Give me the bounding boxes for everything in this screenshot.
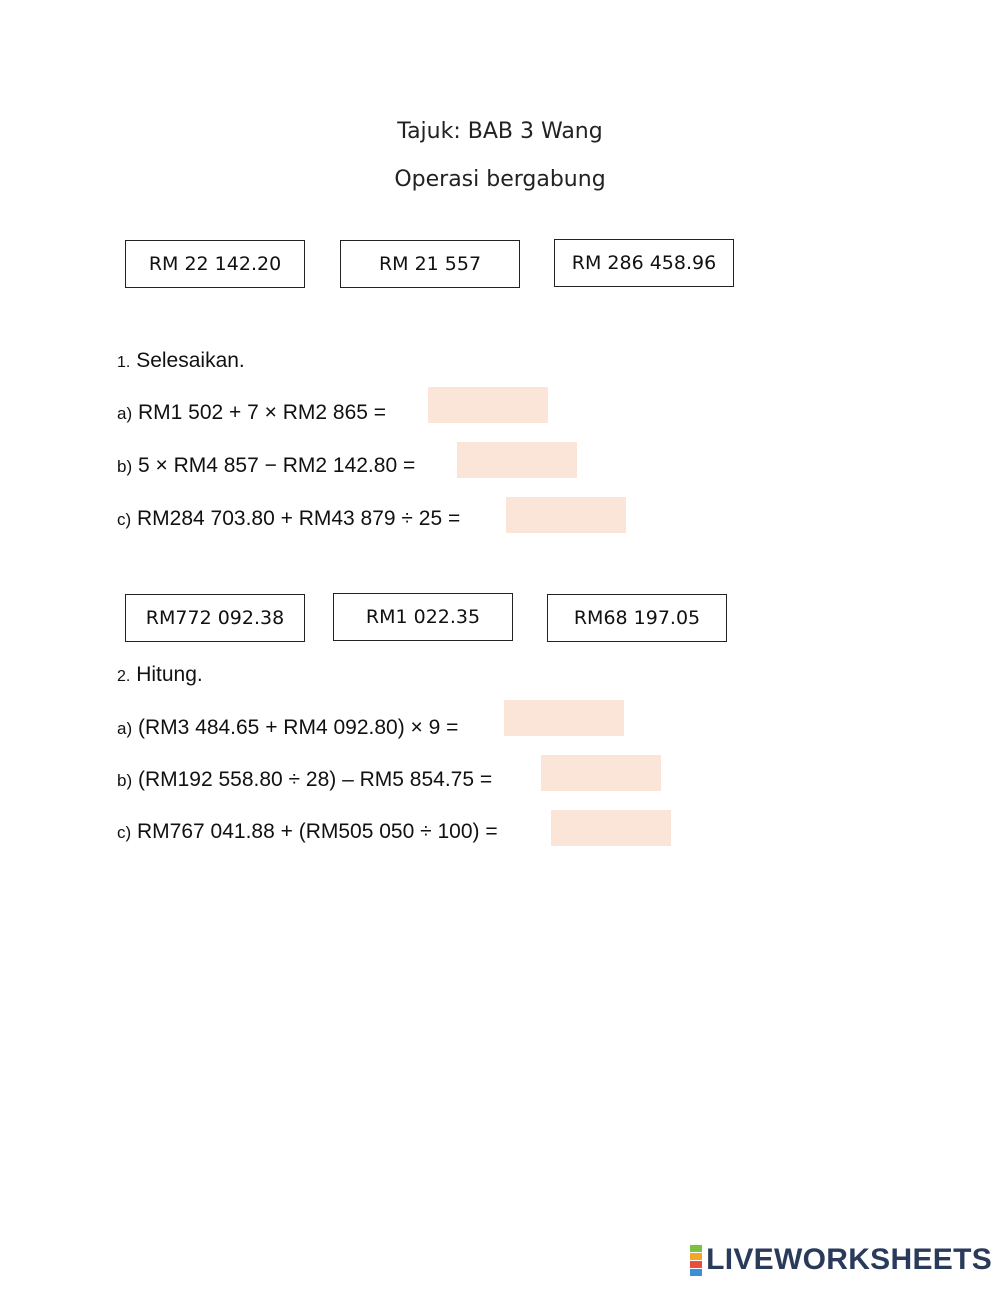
answer-input-2b[interactable] (541, 755, 661, 791)
question-text: RM767 041.88 + (RM505 050 ÷ 100) = (137, 820, 498, 843)
liveworksheets-brand-text: LIVEWORKSHEETS (706, 1243, 992, 1276)
section-1-number: 1. (117, 354, 131, 371)
answer-input-2a[interactable] (504, 700, 624, 736)
question-1b (117, 454, 415, 478)
question-text: (RM192 558.80 ÷ 28) – RM5 854.75 = (137, 768, 493, 791)
question-label: c) (117, 823, 132, 842)
question-label: a) (117, 719, 133, 738)
question-label: b) (117, 771, 133, 790)
answer-choice-1-2[interactable]: RM 21 557 (340, 240, 520, 288)
section-1-heading (117, 349, 245, 373)
question-text: RM1 502 + 7 × RM2 865 = (137, 401, 387, 424)
question-text: 5 × RM4 857 − RM2 142.80 = (137, 454, 416, 477)
question-text: RM284 703.80 + RM43 879 ÷ 25 = (137, 507, 461, 530)
question-label: b) (117, 457, 133, 476)
logo-block-blue (690, 1269, 702, 1276)
page-subtitle: Operasi bergabung (394, 167, 606, 192)
section-1-heading-text: Selesaikan. (136, 349, 245, 372)
answer-choice-2-2[interactable]: RM1 022.35 (333, 593, 513, 641)
answer-input-1b[interactable] (457, 442, 577, 478)
section-2-number: 2. (117, 668, 131, 685)
logo-block-green (690, 1245, 702, 1252)
liveworksheets-logo[interactable] (690, 1243, 992, 1277)
question-2b (117, 768, 492, 792)
logo-block-orange (690, 1253, 702, 1260)
logo-block-red (690, 1261, 702, 1268)
answer-choice-1-3[interactable]: RM 286 458.96 (554, 239, 734, 287)
answer-input-1c[interactable] (506, 497, 626, 533)
answer-input-2c[interactable] (551, 810, 671, 846)
question-label: c) (117, 510, 132, 529)
section-2-heading-text: Hitung. (136, 663, 203, 686)
page-title: Tajuk: BAB 3 Wang (397, 119, 603, 144)
section-2-heading (117, 663, 203, 687)
answer-choice-2-1[interactable]: RM772 092.38 (125, 594, 305, 642)
question-1a (117, 401, 386, 425)
liveworksheets-logo-icon (690, 1245, 702, 1276)
answer-choice-2-3[interactable]: RM68 197.05 (547, 594, 727, 642)
answer-choice-1-1[interactable]: RM 22 142.20 (125, 240, 305, 288)
question-1c (117, 507, 460, 531)
question-2c (117, 820, 498, 844)
question-text: (RM3 484.65 + RM4 092.80) × 9 = (137, 716, 459, 739)
question-label: a) (117, 404, 133, 423)
answer-input-1a[interactable] (428, 387, 548, 423)
question-2a (117, 716, 458, 740)
